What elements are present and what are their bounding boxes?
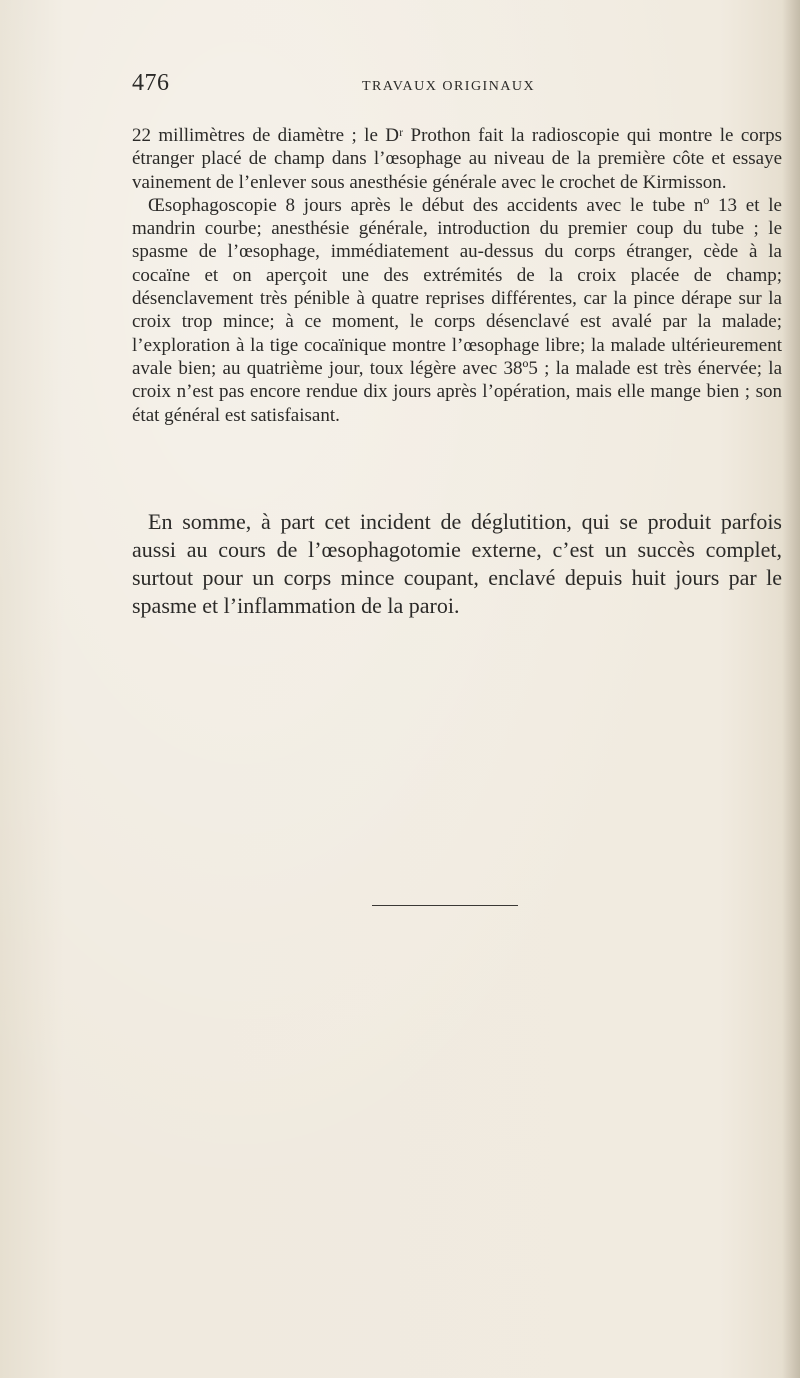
section-end-rule xyxy=(372,905,518,906)
page-header xyxy=(132,70,782,100)
paragraph-radioscopy: 22 millimètres de diamètre ; le Dʳ Prothon fait la radioscopie qui montre le corps étranger placé de champ dans l’œsophage au niveau de la première côte et essaye vainement de l’enlever sous anesthésie générale avec le crochet de Kirmisson. xyxy=(132,125,782,193)
page-number: 476 xyxy=(132,70,170,96)
body-text xyxy=(132,124,782,427)
paragraph-conclusion: En somme, à part cet incident de déglutition, qui se produit parfois aussi au cours de l’œsophagotomie externe, c’est un succès complet, surtout pour un corps mince coupant, enclavé depuis huit jours par le spasme et l’inflammation de la paroi. xyxy=(132,509,782,618)
running-head: TRAVAUX ORIGINAUX xyxy=(362,79,536,94)
page-edge-shadow xyxy=(782,0,800,1378)
paragraph-oesophagoscopy: Œsophagoscopie 8 jours après le début des accidents avec le tube nº 13 et le mandrin courbe; anesthésie générale, introduction du premier coup du tube ; le spasme de l’œsophage, immédiatement au-dessus du corps étranger, cède à la cocaïne et on aperçoit une des extrémités de la croix placée de champ; désenclavement très pénible à quatre reprises différentes, car la pince dérape sur la croix trop mince; à ce moment, le corps désenclavé est avalé par la malade; l’exploration à la tige cocaïnique montre l’œsophage libre; la malade ultérieurement avale bien; au quatrième jour, toux légère avec 38º5 ; la malade est très énervée; la croix n’est pas encore rendue dix jours après l’opération, mais elle mange bien ; son état général est satisfaisant. xyxy=(132,194,782,426)
